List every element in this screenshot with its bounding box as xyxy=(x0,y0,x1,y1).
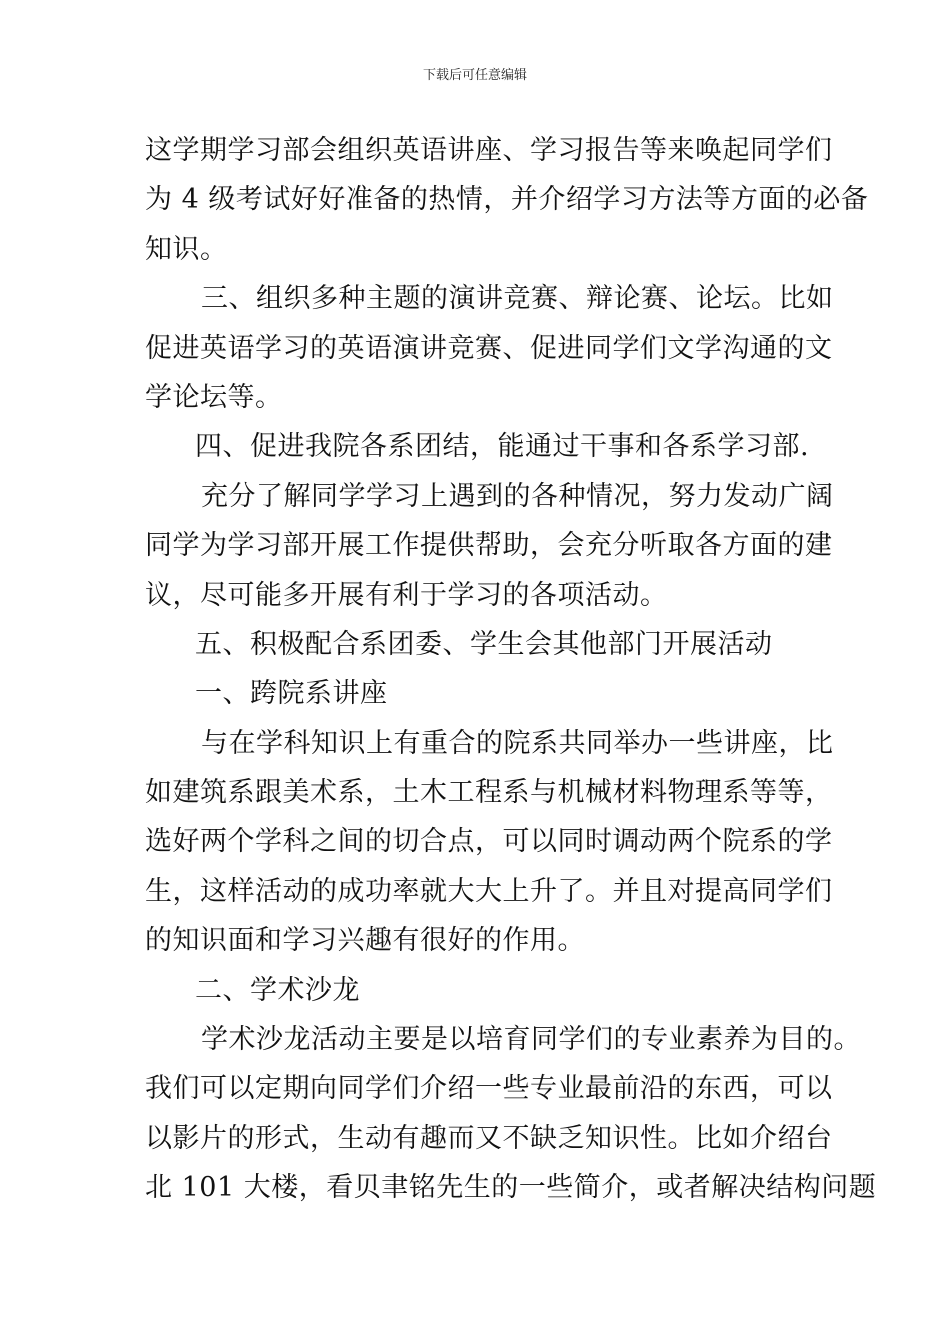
text-line: 知识。 xyxy=(145,233,228,265)
document-body xyxy=(145,126,877,1213)
text-line: 北 101 大楼，看贝聿铭先生的一些简介，或者解决结构问题 xyxy=(145,1172,877,1204)
subsection-heading-2: 二、学术沙龙 xyxy=(195,974,360,1006)
text-line: 如建筑系跟美术系，土木工程系与机械材料物理系等等， xyxy=(145,777,833,809)
text-line: 为 4 级考试好好准备的热情，并介绍学习方法等方面的必备 xyxy=(145,184,869,216)
page-header-note: 下载后可任意编辑 xyxy=(422,68,527,83)
text-line: 这学期学习部会组织英语讲座、学习报告等来唤起同学们 xyxy=(145,135,833,166)
text-line: 促进英语学习的英语演讲竞赛、促进同学们文学沟通的文 xyxy=(145,332,833,364)
text-line: 议，尽可能多开展有利于学习的各项活动。 xyxy=(145,579,668,611)
text-line: 与在学科知识上有重合的院系共同举办一些讲座，比 xyxy=(201,727,834,759)
subsection-heading-1: 一、跨院系讲座 xyxy=(195,678,388,710)
text-line: 同学为学习部开展工作提供帮助，会充分听取各方面的建 xyxy=(145,530,833,562)
text-line: 的知识面和学习兴趣有很好的作用。 xyxy=(145,925,585,957)
text-line: 学论坛等。 xyxy=(145,381,283,413)
text-line: 充分了解同学学习上遇到的各种情况，努力发动广阔 xyxy=(201,480,834,512)
text-line: 生，这样活动的成功率就大大上升了。并且对提高同学们 xyxy=(145,875,833,907)
section-heading-3: 三、组织多种主题的演讲竞赛、辩论赛、论坛。比如 xyxy=(201,283,834,315)
text-line: 我们可以定期向同学们介绍一些专业最前沿的东西，可以 xyxy=(145,1073,833,1105)
text-line: 选好两个学科之间的切合点，可以同时调动两个院系的学 xyxy=(145,826,833,858)
text-line: 学术沙龙活动主要是以培育同学们的专业素养为目的。 xyxy=(201,1024,861,1056)
section-heading-5: 五、积极配合系团委、学生会其他部门开展活动 xyxy=(195,628,773,660)
text-line: 以影片的形式，生动有趣而又不缺乏知识性。比如介绍台 xyxy=(145,1122,833,1154)
section-heading-4: 四、促进我院各系团结，能通过干事和各系学习部. xyxy=(195,431,810,463)
